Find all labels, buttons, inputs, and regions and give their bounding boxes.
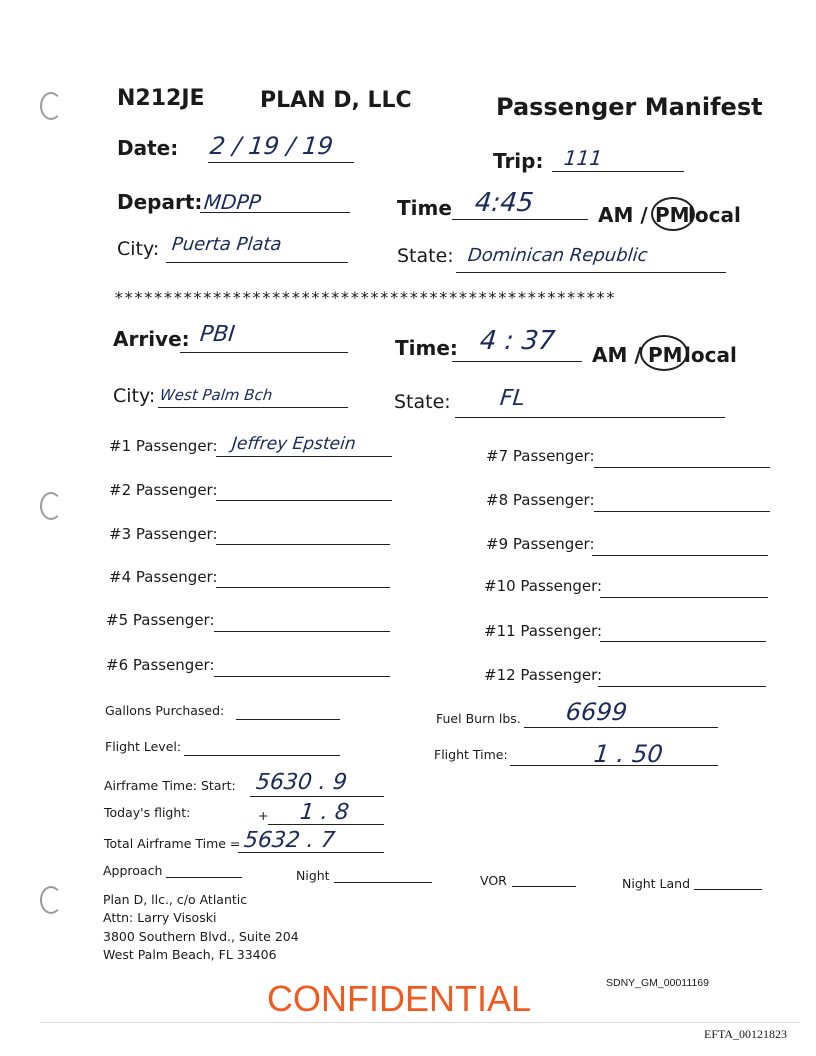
- passenger-12-line: [598, 686, 766, 687]
- passenger-8-line: [594, 511, 770, 512]
- depart-city-label: City:: [117, 238, 160, 260]
- night-line: [334, 882, 432, 883]
- arrive-city-value[interactable]: West Palm Bch: [159, 386, 274, 404]
- fuel-burn-label: Fuel Burn lbs.: [436, 711, 521, 726]
- depart-line: [200, 212, 350, 213]
- address-line-1: Plan D, llc., c/o Atlantic: [103, 892, 248, 907]
- arrive-time-value[interactable]: 4 : 37: [478, 326, 557, 356]
- confidential-stamp: CONFIDENTIAL: [267, 978, 532, 1019]
- gallons-purchased-line: [236, 719, 340, 720]
- fuel-burn-value[interactable]: 6699: [564, 698, 629, 726]
- approach-label: Approach: [103, 863, 163, 878]
- flight-time-value[interactable]: 1 . 50: [592, 740, 665, 768]
- depart-city-line: [166, 262, 348, 263]
- passenger-11-line: [600, 641, 766, 642]
- passenger-4-label: #4 Passenger:: [109, 568, 218, 586]
- flight-time-label: Flight Time:: [434, 747, 508, 762]
- form-title: Passenger Manifest: [496, 93, 763, 121]
- arrive-time-line: [452, 361, 582, 362]
- depart-ampm-pm: PM: [655, 203, 690, 227]
- approach-line: [166, 877, 242, 878]
- passenger-8-label: #8 Passenger:: [486, 491, 595, 509]
- passenger-2-line: [216, 500, 392, 501]
- passenger-10-label: #10 Passenger:: [484, 577, 603, 595]
- passenger-2-label: #2 Passenger:: [109, 481, 218, 499]
- binder-hole-top: [40, 92, 62, 120]
- date-label: Date:: [117, 136, 179, 160]
- passenger-5-line: [214, 631, 390, 632]
- depart-time-value[interactable]: 4:45: [473, 188, 535, 218]
- total-airframe-value[interactable]: 5632 . 7: [242, 828, 337, 853]
- efta-bates-number: EFTA_00121823: [704, 1027, 788, 1041]
- depart-label: Depart:: [117, 190, 203, 214]
- airframe-start-label: Airframe Time: Start:: [104, 778, 236, 793]
- arrive-value[interactable]: PBI: [198, 322, 237, 347]
- arrive-state-value[interactable]: FL: [498, 386, 527, 411]
- flight-time-line: [510, 765, 718, 766]
- passenger-10-line: [600, 597, 768, 598]
- depart-state-label: State:: [397, 245, 454, 267]
- total-airframe-line: [238, 852, 384, 853]
- passenger-1-line: [216, 456, 392, 457]
- passenger-4-line: [216, 587, 390, 588]
- depart-time-line: [452, 219, 588, 220]
- arrive-line: [180, 352, 348, 353]
- depart-ampm-am: AM /: [598, 203, 648, 227]
- tail-number: N212JE: [117, 86, 205, 111]
- todays-flight-label: Today's flight:: [104, 805, 191, 820]
- depart-state-value[interactable]: Dominican Republic: [466, 245, 649, 266]
- night-label: Night: [296, 868, 330, 883]
- arrive-state-line: [455, 417, 725, 418]
- passenger-6-line: [214, 676, 390, 677]
- depart-state-line: [456, 272, 726, 273]
- passenger-9-line: [592, 555, 768, 556]
- arrive-label: Arrive:: [113, 327, 190, 351]
- todays-flight-value[interactable]: 1 . 8: [298, 800, 351, 825]
- vor-label: VOR: [480, 873, 507, 888]
- passenger-11-label: #11 Passenger:: [484, 622, 603, 640]
- passenger-1-label: #1 Passenger:: [109, 437, 218, 455]
- vor-line: [512, 886, 576, 887]
- trip-value[interactable]: 111: [562, 146, 604, 170]
- date-value[interactable]: 2 / 19 / 19: [208, 132, 335, 160]
- passenger-7-label: #7 Passenger:: [486, 447, 595, 465]
- arrive-ampm-local: local: [684, 343, 737, 367]
- night-land-line: [694, 889, 762, 890]
- company-name: PLAN D, LLC: [260, 88, 412, 113]
- total-airframe-label: Total Airframe Time =: [104, 836, 241, 851]
- passenger-6-label: #6 Passenger:: [106, 656, 215, 674]
- depart-value[interactable]: MDPP: [202, 190, 263, 214]
- fuel-burn-line: [524, 727, 718, 728]
- depart-time-label: Time: [397, 196, 452, 220]
- passenger-12-label: #12 Passenger:: [484, 666, 603, 684]
- binder-hole-middle: [40, 492, 62, 520]
- date-line: [208, 162, 354, 163]
- flight-level-label: Flight Level:: [105, 739, 182, 754]
- trip-line: [552, 171, 684, 172]
- arrive-ampm-am: AM /: [592, 343, 642, 367]
- airframe-start-value[interactable]: 5630 . 9: [254, 770, 349, 795]
- arrive-time-label: Time:: [395, 336, 458, 360]
- section-separator: ***************************************************: [114, 288, 616, 307]
- night-land-label: Night Land: [622, 876, 691, 891]
- gallons-purchased-label: Gallons Purchased:: [105, 703, 225, 718]
- passenger-7-line: [594, 467, 770, 468]
- passenger-5-label: #5 Passenger:: [106, 611, 215, 629]
- trip-label: Trip:: [493, 149, 544, 173]
- depart-city-value[interactable]: Puerta Plata: [170, 234, 283, 255]
- arrive-ampm-pm: PM: [648, 343, 683, 367]
- passenger-1-value[interactable]: Jeffrey Epstein: [230, 434, 357, 454]
- flight-level-line: [184, 755, 340, 756]
- address-line-4: West Palm Beach, FL 33406: [103, 947, 277, 962]
- todays-flight-plus: +: [258, 808, 269, 823]
- address-line-3: 3800 Southern Blvd., Suite 204: [103, 929, 299, 944]
- address-line-2: Attn: Larry Visoski: [103, 910, 217, 925]
- arrive-city-label: City:: [113, 385, 156, 407]
- passenger-3-line: [216, 544, 390, 545]
- arrive-city-line: [158, 407, 348, 408]
- sdny-bates-number: SDNY_GM_00011169: [606, 977, 709, 989]
- todays-flight-line: [268, 824, 384, 825]
- arrive-state-label: State:: [394, 391, 451, 413]
- bottom-rule: [40, 1022, 800, 1023]
- passenger-9-label: #9 Passenger:: [486, 535, 595, 553]
- binder-hole-bottom: [40, 886, 62, 914]
- depart-ampm-local: local: [688, 203, 741, 227]
- airframe-start-line: [250, 796, 384, 797]
- passenger-3-label: #3 Passenger:: [109, 525, 218, 543]
